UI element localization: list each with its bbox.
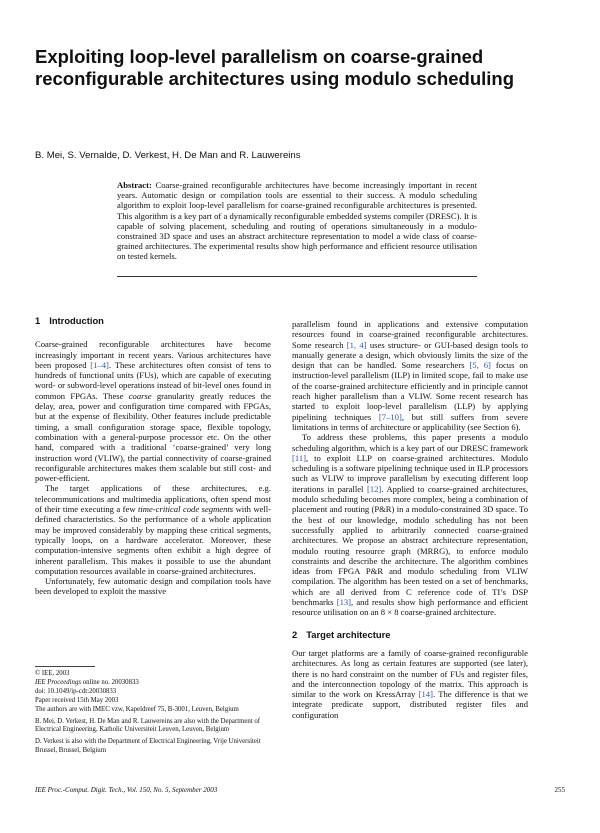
section-2-number: 2 [292,628,298,640]
abstract-label: Abstract: [117,180,152,190]
text-run: parallelism found in applications and extensive computation resources found in coarse-grained reconfigurable architectures. Some research [292,319,528,350]
abstract [117,180,477,262]
abstract-text: Coarse-grained reconfigurable architectures have become increasingly important in recent years. Automatic design or compilation tools are essential to their success. A modulo scheduling algorithm to exploit loop-level parallelism for coarse-grained reconfigurable architectures is presented. This algorithm is a key part of a dynamically reconfigurable embedded systems compiler (DRESC). It is capable of solving placement, scheduling and routing of operations simultaneously in a modulo-constrained 3D space and uses an abstract architecture representation to model a wide class of coarse-grained architectures. The experimental results show high performance and efficient resource utilisation on tested kernels. [117,180,477,262]
copyright-note: © IEE, 2003 [35,670,70,677]
text-run: . These architectures often consist of tens to hundreds of functional units (FUs), which are capable of executing word- or subword-level operations instead of bit-level ones found in common FPGAs. These [35,359,271,401]
text-run: online no. 20030833 [81,678,139,686]
footnotes [35,670,279,756]
text-run: , but still suffers from severe limitations in terms of architecture or applicability (see Section 6). [292,411,528,432]
paper-title: Exploiting loop-level parallelism on coarse-grained reconfigurable architectures using modulo scheduling [35,46,515,89]
text-run: . Applied to coarse-grained architectures, modulo scheduling becomes more complex, being a combination of placement and routing (P&R) in a modulo-constrained 3D space. To the best of our knowledge, modulo scheduling has not been successfully applied to arbitrarily connected coarse-grained architectures. We propose an abstract architecture representation, modulo routing resource graph (MRRG), to enforce modulo constraints and describe the architecture. The algorithm combines ideas from FPGA P&R and modulo scheduling from VLIW compilation. The algorithm has been tested on a set of benchmarks, which are all derived from C reference code of TI’s DSP benchmarks [292,483,529,608]
intro-paragraph-4 [292,432,528,617]
imec-note: The authors are with IMEC vzw, Kapeldreef 75, B-3001, Leuven, Belgium [35,705,239,713]
journal-citation: IEE Proc.-Comput. Digit. Tech., Vol. 150, No. 5, September 2003 [35,786,218,794]
text-run: , to exploit LLP on coarse-grained architectures. Modulo scheduling is a software pipelining technique used in ILP processors such as VLIW to improve parallelism by executing different loop iterations in parallel [292,452,528,494]
text-run: Coarse-grained reconfigurable architectures have become increasingly important in recent years. Various architectures have been proposed [35,339,271,370]
page-footer [35,786,565,794]
text-run: Our target platforms are a family of coarse-grained reconfigurable architectures. As long as certain features are supported (see later), there is no hard constraint on the number of FUs and register files, and the interconnection topology of the matrix. This approach is similar to the work on KressArray [292,647,528,700]
intro-paragraph-3-cont [292,319,528,432]
citation-link[interactable]: [1, 4] [346,339,367,350]
intro-paragraph-2 [35,483,271,576]
citation-link[interactable]: [13] [336,597,352,608]
section-2-heading [292,630,528,640]
citation-link[interactable]: [12] [366,483,382,494]
emphasis: IEE Proceedings [35,678,81,686]
text-run: The target applications of these architectures, e.g. telecommunications and multimedia applications, often spend most of their time executing a few [35,483,271,515]
section-1-title: Introduction [49,315,104,326]
page-number: 255 [554,786,565,794]
architecture-paragraph-1 [292,648,528,720]
intro-paragraph-3: Unfortunately, few automatic design and compilation tools have been developed to exploit the massive [35,576,271,597]
section-1-heading [35,316,271,326]
emphasis: coarse [128,390,152,401]
section-1-number: 1 [35,315,41,326]
citation-link[interactable]: [14] [418,689,433,700]
citation-link[interactable]: [5, 6] [469,360,491,371]
proceedings-note [35,679,279,688]
citation-link[interactable]: [7–10] [378,411,402,422]
left-column [35,316,271,597]
abstract-divider [117,276,477,277]
text-run: focus on instruction-level parallelism (ILP) in limited scope, fail to make use of the coarse-grained architecture efficiently and in principle cannot reach higher parallelism than a VLIW. Some recent research has started to exploit loop-level parallelism (LLP) by applying pipelining techniques [292,360,528,422]
text-run: . The difference is that we integrate predicate support, distributed register files and configuration [292,689,529,720]
text-run: uses structure- or GUI-based design tools to manually generate a design, which obviously limits the size of the design that can be handled. Some researchers [292,339,528,371]
affiliation-note-2: D. Verkest is also with the Department of Electrical Engineering, Vrije Universiteit Brussel, Brussel, Belgium [35,738,261,755]
intro-paragraph-1 [35,339,271,483]
citation-link[interactable]: [11] [292,452,306,463]
footnote-divider [35,666,95,667]
text-run: granularity greatly reduces the delay, area, power and configuration time compared with FPGAs, but at the expense of flexibility. Other features include predictable timing, a small configuration storage space, flexible topology, combination with a general-purpose processor etc. On the other hand, compared with a traditional ‘coarse-grained’ very long instruction word (VLIW), the partial connectivity of coarse-grained reconfigurable architectures makes them scalable but still cost- and power-efficient. [35,390,271,484]
text-run: To address these problems, this paper presents a modulo scheduling algorithm, which is a key part of our DRESC framework [292,432,528,453]
citation-link[interactable]: [1–4] [90,359,109,370]
right-column [292,319,528,720]
received-note: Paper received 15th May 2003 [35,696,119,704]
author-list: B. Mei, S. Vernalde, D. Verkest, H. De Man and R. Lauwereins [35,150,301,161]
emphasis: time-critical code segments [138,504,234,515]
text-run: , and results show high performance and efficient resource utilisation on an 8 × 8 coarse-grained architecture. [292,597,528,618]
doi-note: doi: 10.1049/ip-cdt:20030833 [35,687,117,695]
text-run: with well-defined characteristics. So the performance of a whole application may be improved considerably by mapping these critical segments, typically loops, on a hardware accelerator. Moreover, these computation-intensive segments often exhibit a high degree of inherent parallelism. This makes it possible to use the abundant computation resources available in coarse-grained architectures. [35,504,271,576]
affiliation-note-1: B. Mei, D. Verkest, H. De Man and R. Lauwereins are also with the Department of Electrical Engineering, Katholic Universiteit Leuven, Leuven, Belgium [35,717,261,734]
section-2-title: Target architecture [306,628,391,640]
